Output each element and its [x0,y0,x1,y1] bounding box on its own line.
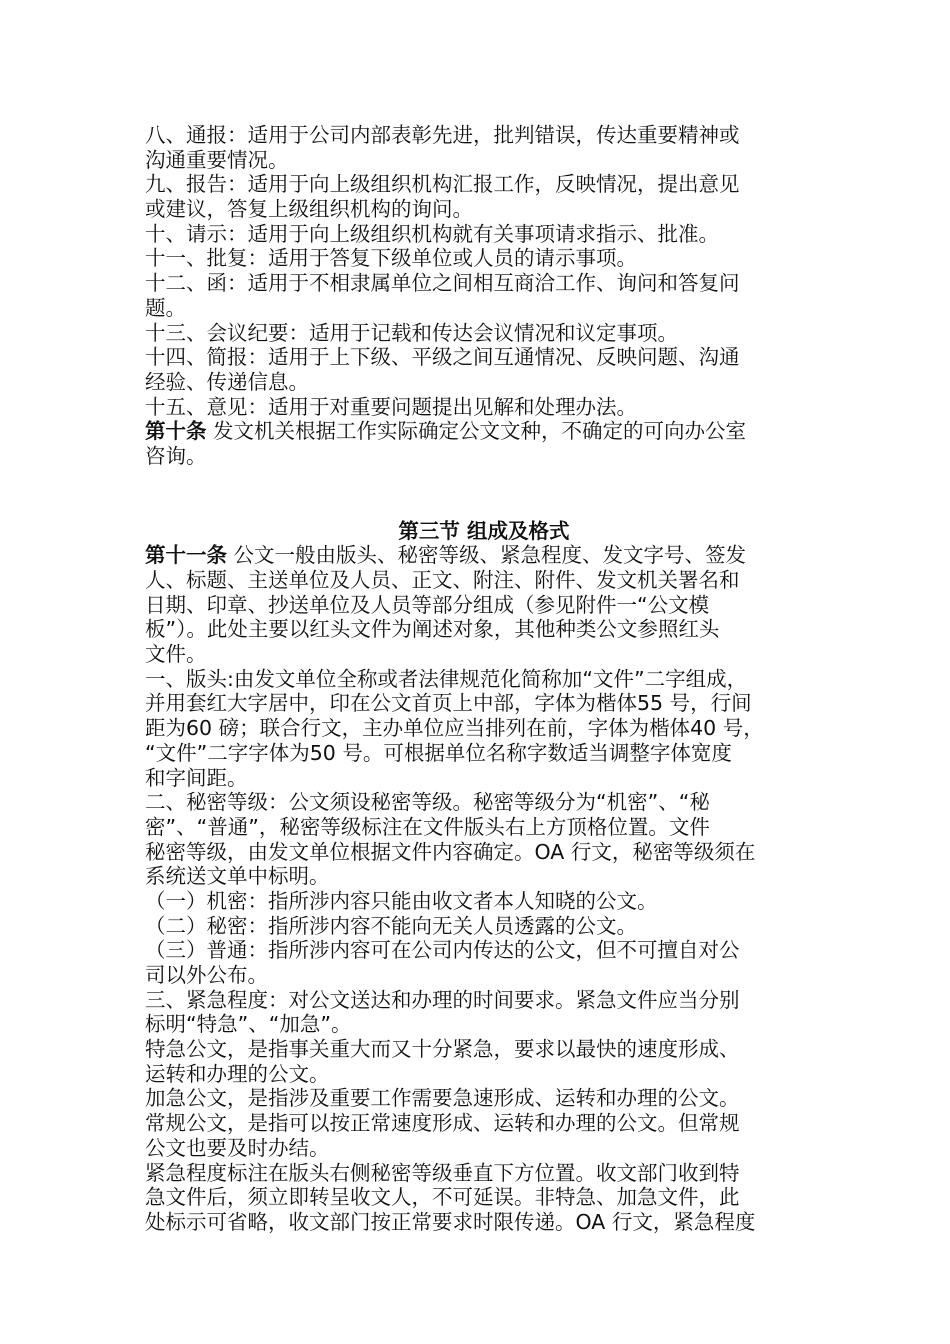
paragraph-line: 距为60 磅；联合行文，主办单位应当排列在前，字体为楷体40 号， [145,716,764,741]
paragraph-line: 三、紧急程度：对公文送达和办理的时间要求。紧急文件应当分别 [145,987,740,1012]
paragraph-line: 十三、会议纪要：适用于记载和传达会议情况和议定事项。 [145,320,678,345]
paragraph-line: 常规公文，是指可以按正常速度形成、运转和办理的公文。但常规 [145,1111,740,1136]
paragraph-line: （三）普通：指所涉内容可在公司内传达的公文，但不可擅自对公 [145,938,740,963]
paragraph-line: （一）机密：指所涉内容只能由收文者本人知晓的公文。 [145,888,658,913]
paragraph-line: 十一、批复：适用于答复下级单位或人员的请示事项。 [145,246,637,271]
section-heading: 第三节 组成及格式 [398,518,570,543]
document-page [145,123,815,1235]
paragraph-line: 十五、意见：适用于对重要问题提出见解和处理办法。 [145,394,637,419]
paragraph-line: 和字间距。 [145,765,248,790]
paragraph-line: 秘密等级，由发文单位根据文件内容确定。OA 行文，秘密等级须在 [145,839,756,864]
paragraph-line: 急文件后，须立即转呈收文人，不可延误。非特急、加急文件，此 [145,1185,740,1210]
paragraph-line: 系统送文单中标明。 [145,864,330,889]
paragraph-line: 咨询。 [145,443,207,468]
paragraph-line: 处标示可省略，收文部门按正常要求时限传递。OA 行文，紧急程度 [145,1209,756,1234]
paragraph-line: 文件。 [145,642,207,667]
paragraph-line: 紧急程度标注在版头右侧秘密等级垂直下方位置。收文部门收到特 [145,1160,740,1185]
paragraph-line: 运转和办理的公文。 [145,1061,330,1086]
paragraph-line: 公文也要及时办结。 [145,1135,330,1160]
article-11-text: 公文一般由版头、秘密等级、紧急程度、发文字号、签发 [227,543,747,568]
section-doc-types [145,123,815,469]
paragraph-line: 人、标题、主送单位及人员、正文、附注、附件、发文机关署名和 [145,568,740,592]
paragraph-line: 一、版头:由发文单位全称或者法律规范化简称加“文件”二字组成， [145,666,748,691]
paragraph-line: 或建议，答复上级组织机构的询问。 [145,197,473,222]
article-10-label: 第十条 [145,419,207,444]
section-composition-format [145,519,815,1235]
paragraph-line: 标明“特急”、“加急”。 [145,1012,352,1037]
paragraph-line: 密”、“普通”，秘密等级标注在文件版头右上方顶格位置。文件 [145,814,710,839]
paragraph-line: 题。 [145,295,186,320]
paragraph-line: 并用套红大字居中，印在公文首页上中部，字体为楷体55 号，行间 [145,691,752,716]
paragraph-line: “文件”二字字体为50 号。可根据单位名称字数适当调整字体宽度 [145,740,732,765]
paragraph-line: 八、通报：适用于公司内部表彰先进，批判错误，传达重要精神或 [145,123,740,147]
article-11-line [145,543,815,568]
paragraph-line: 日期、印章、抄送单位及人员等部分组成（参见附件一“公文模 [145,592,710,617]
article-10-text: 发文机关根据工作实际确定公文文种，不确定的可向办公室 [206,419,747,444]
paragraph-line: 十二、函：适用于不相隶属单位之间相互商洽工作、询问和答复问 [145,271,740,296]
article-10-line [145,419,815,444]
paragraph-line: 司以外公布。 [145,963,268,987]
paragraph-line: 二、秘密等级：公文须设秘密等级。秘密等级分为“机密”、“秘 [145,790,710,815]
paragraph-line: 板”）。此处主要以红头文件为阐述对象，其他种类公文参照红头 [145,617,720,642]
paragraph-line: 十四、简报：适用于上下级、平级之间互通情况、反映问题、沟通 [145,345,740,370]
section-gap [145,469,815,519]
article-11-label: 第十一条 [145,543,227,568]
paragraph-line: 经验、传递信息。 [145,369,309,394]
paragraph-line: 九、报告：适用于向上级组织机构汇报工作，反映情况，提出意见 [145,172,740,197]
paragraph-line: 沟通重要情况。 [145,147,289,172]
paragraph-line: 特急公文，是指事关重大而又十分紧急，要求以最快的速度形成、 [145,1037,740,1062]
paragraph-line: （二）秘密：指所涉内容不能向无关人员透露的公文。 [145,913,637,938]
paragraph-line: 十、请示：适用于向上级组织机构就有关事项请求指示、批准。 [145,221,719,246]
paragraph-line: 加急公文，是指涉及重要工作需要急速形成、运转和办理的公文。 [145,1086,740,1111]
